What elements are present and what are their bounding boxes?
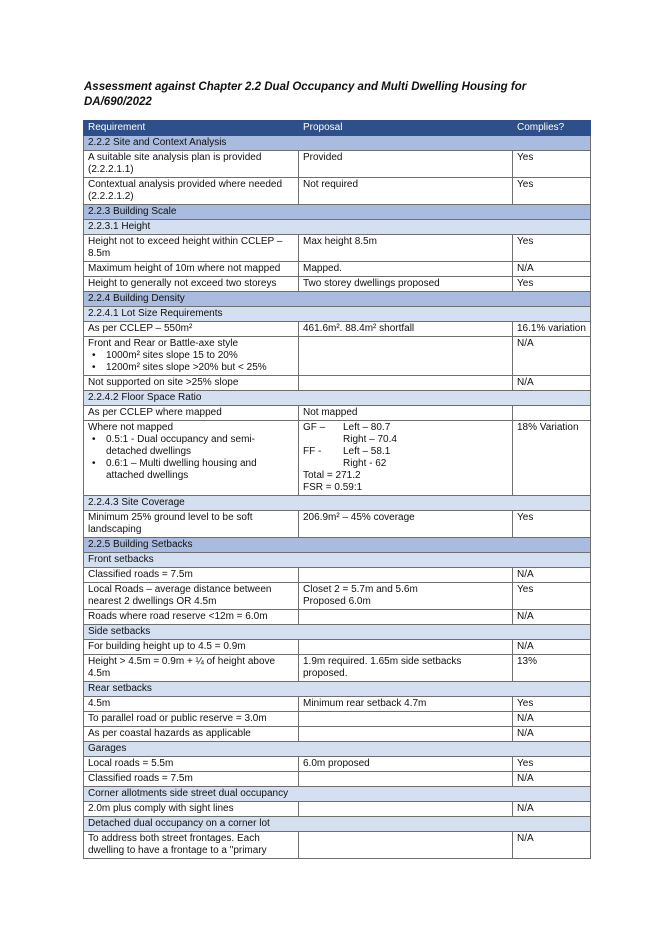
section-row	[84, 205, 591, 220]
complies-cell: N/A	[513, 376, 591, 391]
fsr-ratio: FSR = 0.59:1	[303, 482, 363, 493]
complies-cell: N/A	[513, 802, 591, 817]
proposal-cell	[299, 802, 513, 817]
complies-cell: Yes	[513, 511, 591, 538]
requirement-cell: For building height up to 4.5 = 0.9m	[84, 640, 299, 655]
subsection-heading: Detached dual occupancy on a corner lot	[84, 817, 591, 832]
requirement-cell	[84, 337, 299, 376]
subsection-row	[84, 817, 591, 832]
requirement-cell: Height > 4.5m = 0.9m + ¼ of height above 4.5m	[84, 655, 299, 682]
proposal-line: Proposed 6.0m	[303, 596, 371, 607]
requirement-cell: 4.5m	[84, 697, 299, 712]
table-row	[84, 727, 591, 742]
proposal-cell: Not mapped	[299, 406, 513, 421]
fsr-value: Left – 80.7	[343, 422, 391, 433]
complies-cell: Yes	[513, 697, 591, 712]
bullet-item: • 0.5:1 - Dual occupancy and semi-detached dwellings	[106, 434, 294, 458]
proposal-cell	[299, 772, 513, 787]
requirement-cell: Minimum 25% ground level to be soft landscaping	[84, 511, 299, 538]
requirement-cell: Local roads = 5.5m	[84, 757, 299, 772]
requirement-bullets	[88, 434, 294, 482]
subsection-heading: Corner allotments side street dual occupancy	[84, 787, 591, 802]
complies-cell: Yes	[513, 151, 591, 178]
requirement-cell	[84, 421, 299, 496]
section-heading: 2.2.2 Site and Context Analysis	[84, 136, 591, 151]
proposal-cell: 6.0m proposed	[299, 757, 513, 772]
floor-label: GF –	[303, 422, 326, 433]
complies-cell: 13%	[513, 655, 591, 682]
table-row	[84, 757, 591, 772]
proposal-cell: Not required	[299, 178, 513, 205]
subsection-heading: 2.2.4.3 Site Coverage	[84, 496, 591, 511]
complies-cell: 16.1% variation	[513, 322, 591, 337]
requirement-lead: Front and Rear or Battle-axe style	[88, 338, 239, 349]
requirement-cell: Local Roads – average distance between nearest 2 dwellings OR 4.5m	[84, 583, 299, 610]
requirement-cell: As per coastal hazards as applicable	[84, 727, 299, 742]
proposal-cell	[299, 712, 513, 727]
proposal-cell: 206.9m² – 45% coverage	[299, 511, 513, 538]
requirement-cell: Height not to exceed height within CCLEP – 8.5m	[84, 235, 299, 262]
subsection-heading: Front setbacks	[84, 553, 591, 568]
header-requirement: Requirement	[84, 121, 299, 136]
proposal-cell: Two storey dwellings proposed	[299, 277, 513, 292]
proposal-cell: Minimum rear setback 4.7m	[299, 697, 513, 712]
requirement-cell: Classified roads = 7.5m	[84, 772, 299, 787]
section-heading: 2.2.3 Building Scale	[84, 205, 591, 220]
proposal-cell: Provided	[299, 151, 513, 178]
subsection-row	[84, 307, 591, 322]
requirement-cell: Maximum height of 10m where not mapped	[84, 262, 299, 277]
table-row	[84, 235, 591, 262]
table-row	[84, 511, 591, 538]
complies-cell: N/A	[513, 337, 591, 376]
complies-cell: N/A	[513, 832, 591, 859]
subsection-row	[84, 391, 591, 406]
fsr-line	[303, 434, 508, 446]
table-row	[84, 262, 591, 277]
table-row	[84, 322, 591, 337]
requirement-cell: To parallel road or public reserve = 3.0m	[84, 712, 299, 727]
proposal-cell: Max height 8.5m	[299, 235, 513, 262]
section-row	[84, 538, 591, 553]
fsr-value: Left – 58.1	[343, 446, 391, 457]
proposal-cell	[299, 421, 513, 496]
table-row	[84, 655, 591, 682]
complies-cell: Yes	[513, 235, 591, 262]
complies-cell: N/A	[513, 640, 591, 655]
complies-cell: Yes	[513, 277, 591, 292]
table-row	[84, 697, 591, 712]
proposal-cell: 1.9m required. 1.65m side setbacks proposed.	[299, 655, 513, 682]
complies-cell	[513, 406, 591, 421]
complies-cell: N/A	[513, 727, 591, 742]
fsr-line	[303, 446, 508, 458]
table-row	[84, 772, 591, 787]
table-row	[84, 178, 591, 205]
proposal-cell	[299, 583, 513, 610]
subsection-heading: 2.2.4.2 Floor Space Ratio	[84, 391, 591, 406]
table-row	[84, 568, 591, 583]
complies-cell: N/A	[513, 610, 591, 625]
subsection-row	[84, 220, 591, 235]
complies-cell: Yes	[513, 757, 591, 772]
complies-cell: N/A	[513, 772, 591, 787]
requirement-cell: 2.0m plus comply with sight lines	[84, 802, 299, 817]
subsection-row	[84, 625, 591, 640]
section-row	[84, 292, 591, 307]
requirement-cell: Not supported on site >25% slope	[84, 376, 299, 391]
document-title: Assessment against Chapter 2.2 Dual Occupancy and Multi Dwelling Housing for DA/690/2022	[84, 81, 527, 108]
complies-cell: Yes	[513, 583, 591, 610]
subsection-row	[84, 553, 591, 568]
subsection-heading: Garages	[84, 742, 591, 757]
requirement-cell: To address both street frontages. Each dwelling to have a frontage to a "primary	[84, 832, 299, 859]
subsection-row	[84, 682, 591, 697]
requirement-lead: Where not mapped	[88, 422, 174, 433]
proposal-cell	[299, 568, 513, 583]
proposal-cell	[299, 640, 513, 655]
fsr-value: Right – 70.4	[343, 434, 397, 445]
table-row	[84, 712, 591, 727]
proposal-cell: 461.6m². 88.4m² shortfall	[299, 322, 513, 337]
proposal-cell	[299, 832, 513, 859]
section-heading: 2.2.5 Building Setbacks	[84, 538, 591, 553]
requirement-cell: Roads where road reserve <12m = 6.0m	[84, 610, 299, 625]
requirement-cell: As per CCLEP – 550m²	[84, 322, 299, 337]
complies-cell: N/A	[513, 262, 591, 277]
table-header-row	[84, 121, 591, 136]
header-proposal: Proposal	[299, 121, 513, 136]
proposal-cell: Mapped.	[299, 262, 513, 277]
floor-label: FF -	[303, 446, 322, 457]
bullet-item: • 0.6:1 – Multi dwelling housing and attached dwellings	[106, 458, 294, 482]
subsection-heading: Rear setbacks	[84, 682, 591, 697]
subsection-heading: 2.2.3.1 Height	[84, 220, 591, 235]
requirement-bullets	[88, 350, 294, 374]
table-row	[84, 151, 591, 178]
subsection-heading: 2.2.4.1 Lot Size Requirements	[84, 307, 591, 322]
subsection-row	[84, 742, 591, 757]
table-row	[84, 610, 591, 625]
proposal-cell	[299, 337, 513, 376]
section-row	[84, 136, 591, 151]
proposal-cell	[299, 727, 513, 742]
table-row	[84, 277, 591, 292]
bullet-item: • 1200m² sites slope >20% but < 25%	[106, 362, 294, 374]
table-row	[84, 421, 591, 496]
table-row	[84, 406, 591, 421]
fsr-value: Right - 62	[343, 458, 387, 469]
header-complies: Complies?	[513, 121, 591, 136]
subsection-heading: Side setbacks	[84, 625, 591, 640]
complies-cell: N/A	[513, 568, 591, 583]
requirement-cell: As per CCLEP where mapped	[84, 406, 299, 421]
fsr-total: Total = 271.2	[303, 470, 361, 481]
complies-cell: Yes	[513, 178, 591, 205]
section-heading: 2.2.4 Building Density	[84, 292, 591, 307]
fsr-line	[303, 458, 508, 470]
table-row	[84, 802, 591, 817]
table-row	[84, 832, 591, 859]
proposal-cell	[299, 610, 513, 625]
proposal-line: Closet 2 = 5.7m and 5.6m	[303, 584, 418, 595]
requirement-cell: Classified roads = 7.5m	[84, 568, 299, 583]
table-row	[84, 583, 591, 610]
complies-cell: N/A	[513, 712, 591, 727]
proposal-cell	[299, 376, 513, 391]
table-row	[84, 337, 591, 376]
complies-cell: 18% Variation	[513, 421, 591, 496]
requirement-cell: A suitable site analysis plan is provided (2.2.2.1.1)	[84, 151, 299, 178]
requirement-cell: Height to generally not exceed two storeys	[84, 277, 299, 292]
assessment-table	[83, 120, 591, 859]
requirement-cell: Contextual analysis provided where needed (2.2.2.1.2)	[84, 178, 299, 205]
subsection-row	[84, 496, 591, 511]
fsr-line	[303, 422, 508, 434]
table-row	[84, 640, 591, 655]
bullet-item: • 1000m² sites slope 15 to 20%	[106, 350, 294, 362]
table-row	[84, 376, 591, 391]
subsection-row	[84, 787, 591, 802]
